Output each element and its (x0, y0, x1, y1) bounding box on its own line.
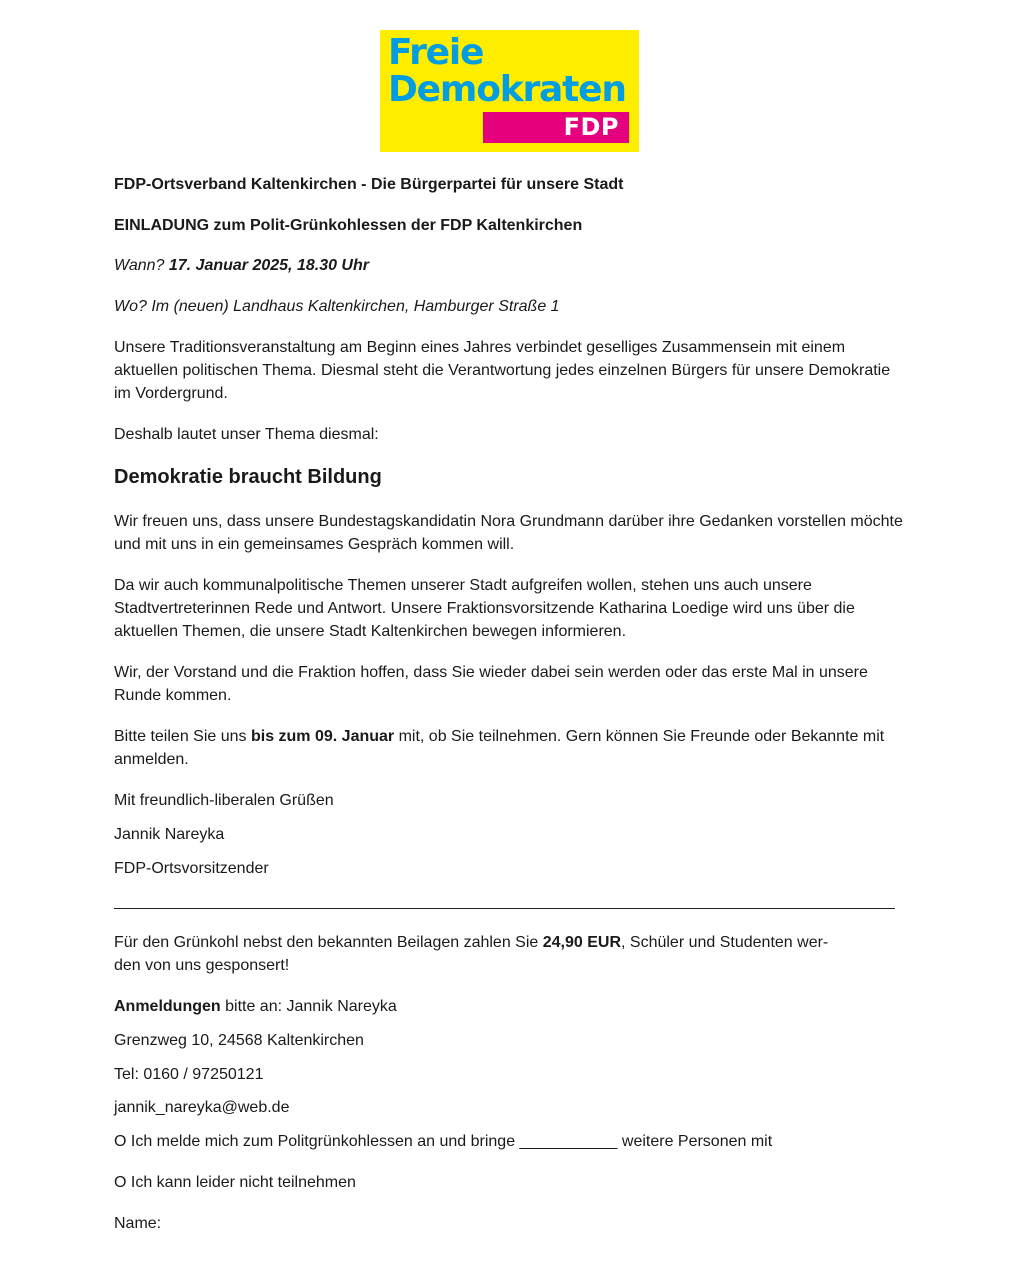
hope-paragraph: Wir, der Vorstand und die Fraktion hoffen, dass Sie wieder dabei sein werden oder das erste Mal in unsere Runde kommen. (114, 664, 868, 704)
guest-count-blank[interactable]: ___________ (519, 1133, 618, 1150)
fdp-logo (380, 30, 639, 152)
rsvp-text-pre: Bitte teilen Sie uns (114, 728, 251, 745)
event-where: Wo? Im (neuen) Landhaus Kaltenkirchen, Hamburger Straße 1 (114, 298, 560, 315)
event-when (114, 254, 904, 277)
registration-phone: Tel: 0160 / 97250121 (114, 1066, 264, 1083)
price-paragraph (114, 931, 904, 977)
logo-fdp-badge: FDP (483, 112, 629, 143)
rsvp-deadline: bis zum 09. Januar (250, 728, 395, 745)
option-attend[interactable] (114, 1130, 904, 1153)
rsvp-paragraph (114, 725, 904, 771)
price-text-post-1: , Schüler und Studenten wer- (621, 934, 829, 951)
price-text-pre: Für den Grünkohl nebst den bekannten Beilagen zahlen Sie (114, 934, 543, 951)
speaker-paragraph: Wir freuen uns, dass unsere Bundestagskandidatin Nora Grundmann darüber ihre Gedanken vorstellen möchte und mit uns in ein gemeinsames Gespräch kommen will. (114, 513, 903, 553)
option-attend-text-post: weitere Personen mit (617, 1133, 773, 1150)
intro-paragraph: Unsere Traditionsveranstaltung am Beginn eines Jahres verbindet geselliges Zusammensein mit einem aktuellen politischen Thema. Diesmal steht die Verantwortung jedes einzelnen Bürgers für unsere Demokratie im Vordergrund. (114, 339, 891, 402)
registration-email: jannik_nareyka@web.de (114, 1099, 290, 1116)
separator-line (114, 908, 895, 909)
option-attend-text-pre: O Ich melde mich zum Politgrünkohlessen an und bringe (114, 1133, 520, 1150)
theme-heading: Demokratie braucht Bildung (114, 466, 382, 488)
option-decline[interactable]: O Ich kann leider nicht teilnehmen (114, 1174, 356, 1191)
registration-address: Grenzweg 10, 24568 Kaltenkirchen (114, 1032, 364, 1049)
price-value: 24,90 EUR (542, 934, 622, 951)
closing-line: Mit freundlich-liberalen Grüßen (114, 792, 334, 809)
signer-role: FDP-Ortsvorsitzender (114, 860, 269, 877)
registration-label: Anmeldungen (114, 998, 221, 1015)
signer-name: Jannik Nareyka (114, 826, 225, 843)
org-line: FDP-Ortsverband Kaltenkirchen - Die Bürgerpartei für unsere Stadt (114, 176, 624, 193)
rsvp-text-post: mit, ob Sie teilnehmen. Gern können Sie Freunde oder Bekannte mit anmelden. (114, 728, 885, 768)
logo-text-freie: Freie (388, 32, 484, 73)
registration-contact (114, 995, 904, 1018)
local-topics-paragraph: Da wir auch kommunalpolitische Themen unserer Stadt aufgreifen wollen, stehen uns auch unsere Stadtvertreterinnen Rede und Antwort. Unsere Fraktionsvorsitzende Katharina Loedige wird uns über die aktuellen Themen, die unsere Stadt Kaltenkirchen bewegen informieren. (114, 577, 855, 640)
logo-text-demokraten: Demokraten (388, 69, 626, 110)
registration-contact-name: bitte an: Jannik Nareyka (220, 998, 397, 1015)
invitation-title: EINLADUNG zum Polit-Grünkohlessen der FDP Kaltenkirchen (114, 217, 583, 234)
price-text-post-2: den von uns gesponsert! (114, 957, 290, 974)
name-field-label: Name: (114, 1215, 162, 1232)
when-label: Wann? (114, 257, 165, 274)
when-value: 17. Januar 2025, 18.30 Uhr (168, 257, 369, 274)
theme-intro: Deshalb lautet unser Thema diesmal: (114, 426, 379, 443)
